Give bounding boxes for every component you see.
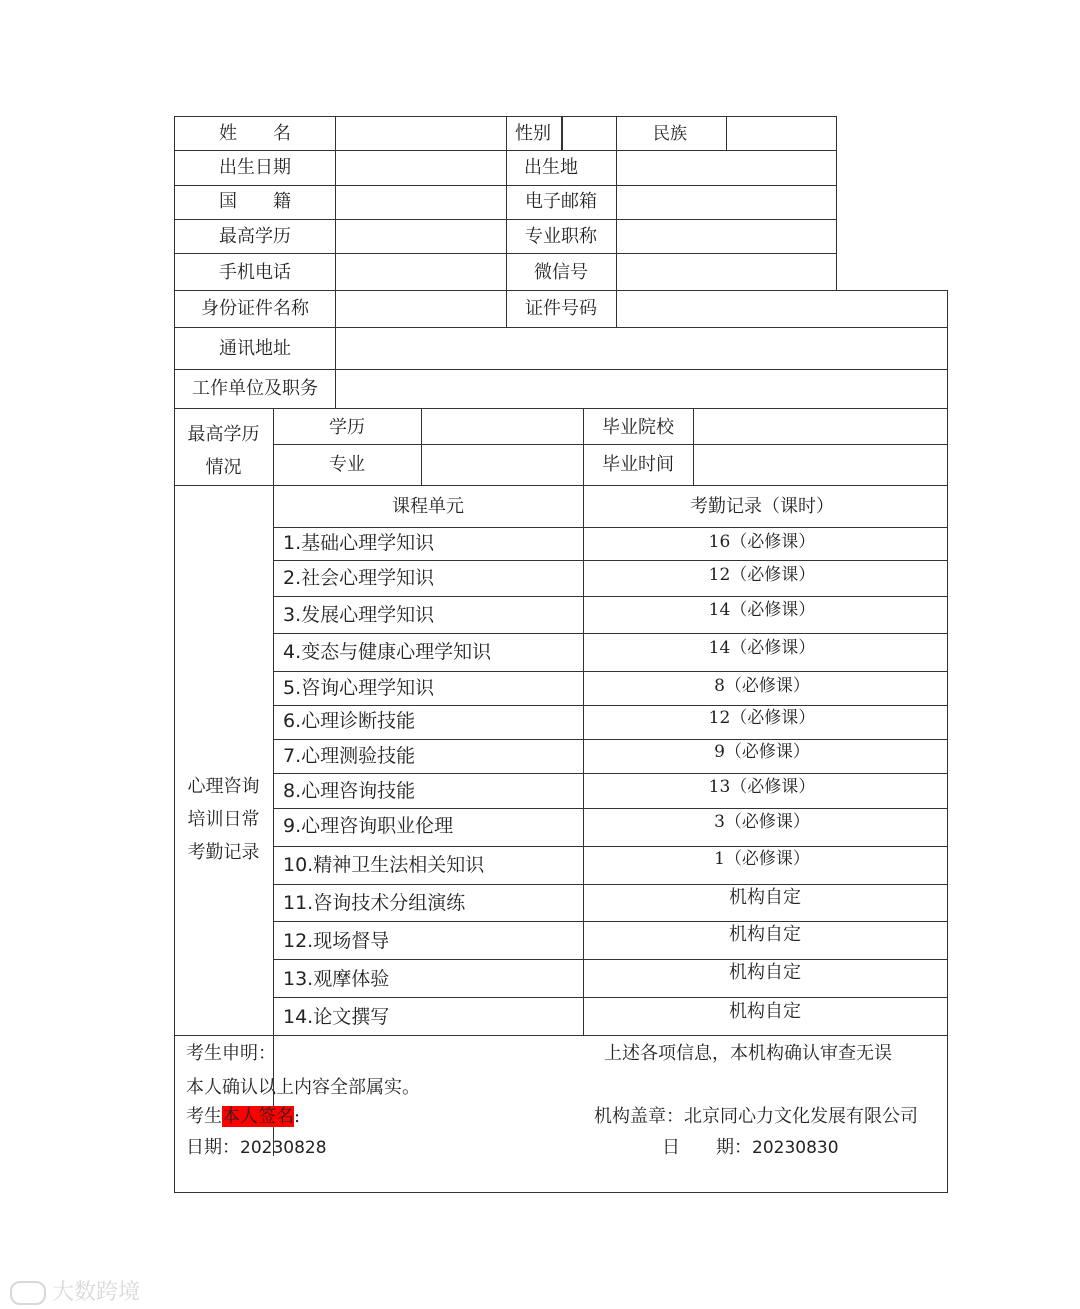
course-name: 9.心理咨询职业伦理 [283, 815, 454, 837]
course-name: 5.咨询心理学知识 [283, 677, 435, 699]
attendance-section-label [174, 770, 273, 869]
course-hours: 12（必修课） [708, 708, 816, 728]
course-hours: 13（必修课） [708, 777, 816, 797]
course-hours: 14（必修课） [708, 600, 816, 620]
course-hours: 机构自定 [729, 962, 801, 983]
row-line [273, 921, 948, 922]
gender-field[interactable] [563, 117, 615, 150]
education-section-label [174, 418, 273, 484]
course-name: 8.心理咨询技能 [283, 780, 416, 802]
course-hours: 机构自定 [729, 1001, 801, 1022]
attendance-section-line: 考勤记录 [187, 842, 260, 863]
row-line [273, 739, 948, 740]
major-label: 专业 [329, 454, 365, 475]
course-name: 3.发展心理学知识 [283, 604, 435, 626]
course-hours: 8（必修课） [714, 676, 810, 696]
name-field[interactable] [336, 117, 505, 150]
row-line [273, 671, 948, 672]
course-hours: 1（必修课） [714, 849, 810, 869]
course-hours: 3（必修课） [714, 812, 810, 832]
course-name: 14.论文撰写 [283, 1006, 390, 1028]
watermark [10, 1275, 140, 1306]
candidate-date-value: 20230828 [240, 1138, 327, 1158]
attendance-section-line: 培训日常 [187, 809, 260, 830]
degree-field[interactable] [422, 409, 582, 444]
row-line [174, 1035, 948, 1036]
signature-suffix: : [294, 1106, 301, 1127]
grad-time-field[interactable] [694, 445, 947, 485]
row-line [273, 959, 948, 960]
address-field[interactable] [336, 328, 947, 369]
phone-label: 手机电话 [219, 262, 291, 283]
address-label: 通讯地址 [219, 338, 291, 359]
watermark-logo-icon [10, 1281, 46, 1305]
candidate-declaration-text: 本人确认以上内容全部属实。 [186, 1077, 420, 1098]
birth-date-label: 出生日期 [219, 157, 291, 178]
education-field[interactable] [336, 220, 505, 253]
school-field[interactable] [694, 409, 947, 444]
row-line [174, 485, 948, 486]
table-border [174, 1192, 948, 1193]
id-type-label: 身份证件名称 [201, 298, 309, 319]
education-label: 最高学历 [219, 226, 291, 247]
email-field[interactable] [617, 186, 835, 219]
school-label: 毕业院校 [602, 417, 674, 438]
col-line [506, 116, 507, 327]
phone-field[interactable] [336, 254, 505, 290]
major-field[interactable] [422, 445, 582, 485]
wechat-label: 微信号 [534, 262, 588, 283]
course-hours: 机构自定 [729, 924, 801, 945]
name-label: 姓 名 [219, 123, 291, 144]
row-line [273, 997, 948, 998]
row-line [273, 596, 948, 597]
course-hours: 14（必修课） [708, 638, 816, 658]
column-header-record: 考勤记录（课时） [690, 496, 834, 517]
row-line [273, 705, 948, 706]
ethnicity-field[interactable] [727, 117, 835, 150]
birth-date-field[interactable] [336, 151, 505, 185]
table-border [947, 290, 948, 1192]
course-name: 12.现场督导 [283, 930, 390, 952]
course-name: 6.心理诊断技能 [283, 710, 416, 732]
col-line [583, 408, 584, 1035]
watermark-text: 大数跨境 [52, 1280, 141, 1305]
candidate-signature-line [186, 1108, 300, 1126]
row-line [273, 560, 948, 561]
row-line [273, 527, 948, 528]
title-field[interactable] [617, 220, 835, 253]
course-hours: 机构自定 [729, 887, 801, 908]
row-line [273, 846, 948, 847]
course-name: 1.基础心理学知识 [283, 532, 435, 554]
birthplace-label: 出生地 [524, 157, 578, 178]
degree-label: 学历 [329, 417, 365, 438]
wechat-field[interactable] [617, 254, 835, 290]
attendance-section-line: 心理咨询 [187, 776, 260, 797]
org-date-label: 日 期： [662, 1137, 752, 1158]
birthplace-field[interactable] [617, 151, 835, 185]
row-line [273, 773, 948, 774]
course-hours: 12（必修课） [708, 565, 816, 585]
course-name: 7.心理测验技能 [283, 745, 416, 767]
id-number-label: 证件号码 [525, 298, 597, 319]
signature-prefix: 考生 [186, 1106, 222, 1127]
candidate-date-label: 日期： [186, 1137, 240, 1158]
ethnicity-label: 民族 [653, 124, 687, 144]
course-hours: 9（必修课） [714, 742, 810, 762]
id-number-field[interactable] [617, 291, 947, 327]
id-type-field[interactable] [336, 291, 505, 327]
employer-label: 工作单位及职务 [192, 378, 318, 399]
course-name: 10.精神卫生法相关知识 [283, 854, 485, 876]
nationality-field[interactable] [336, 186, 505, 219]
table-border [174, 116, 175, 1192]
course-name: 2.社会心理学知识 [283, 567, 435, 589]
row-line [273, 808, 948, 809]
org-confirmation-text: 上述各项信息，本机构确认审查无误 [604, 1043, 892, 1064]
title-label: 专业职称 [525, 226, 597, 247]
org-date-value: 20230830 [752, 1138, 839, 1158]
candidate-declaration-title: 考生申明： [186, 1043, 276, 1064]
nationality-label: 国 籍 [219, 191, 291, 212]
education-section-line: 情况 [205, 457, 242, 478]
signature-highlight[interactable]: 本人签名 [222, 1106, 294, 1127]
row-line [273, 633, 948, 634]
candidate-date [186, 1139, 327, 1157]
org-date [662, 1139, 839, 1157]
course-hours: 16（必修课） [708, 532, 816, 552]
photo-area-border [836, 116, 837, 290]
email-label: 电子邮箱 [525, 191, 597, 212]
education-section-line: 最高学历 [187, 424, 260, 445]
course-name: 13.观摩体验 [283, 968, 390, 990]
course-name: 4.变态与健康心理学知识 [283, 641, 492, 663]
grad-time-label: 毕业时间 [602, 454, 674, 475]
column-header-unit: 课程单元 [392, 496, 464, 517]
org-seal-text: 机构盖章：北京同心力文化发展有限公司 [594, 1106, 918, 1127]
gender-label: 性别 [515, 123, 551, 144]
row-line [273, 884, 948, 885]
course-name: 11.咨询技术分组演练 [283, 892, 466, 914]
employer-field[interactable] [336, 370, 947, 408]
